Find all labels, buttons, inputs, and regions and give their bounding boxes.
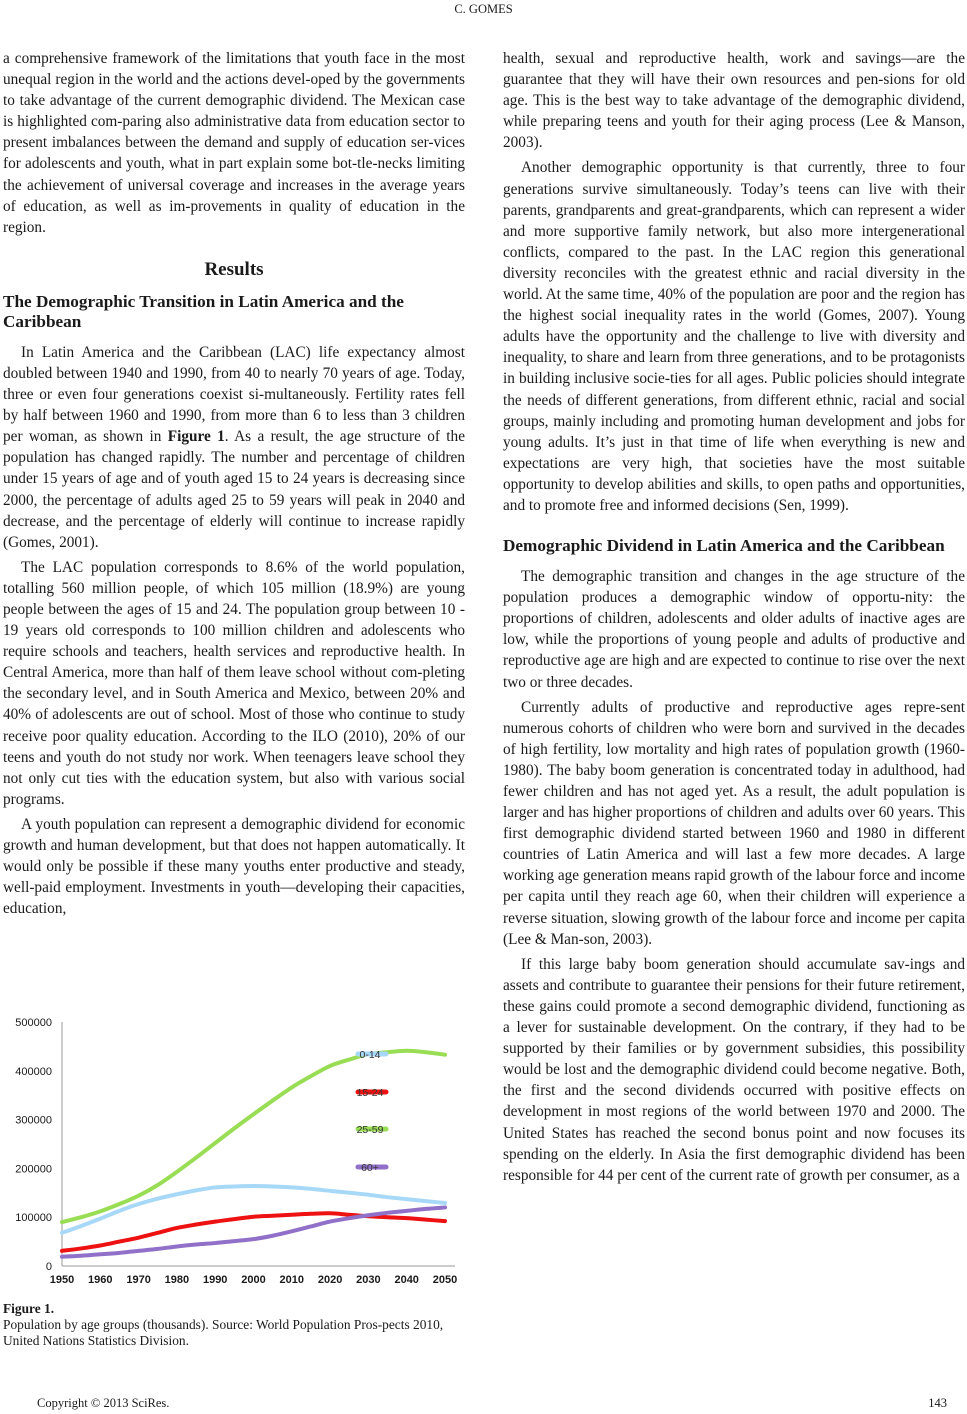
x-tick-label: 2040 xyxy=(394,1274,419,1286)
figure-reference-link[interactable]: Figure 1 xyxy=(167,428,225,446)
running-title: C. GOMES xyxy=(454,2,513,16)
paragraph-window-opportunity: The demographic transition and changes in the age structure of the population produces a demographic window of opportu-nity: the proportions of children, adolescents and older adults of inactive ages are low, while the proportions of young people and adults of productive and reproductive age are high and are expected to continue to rise over the next two or three decades. xyxy=(503,568,965,691)
paragraph-continuation: health, sexual and reproductive health, work and savings—are the guarantee that they will have their own resources and pen-sions for old age. This is the best way to take advantage of the demographic dividend, while preparing teens and youth for their aging process (Lee & Manson, 2003). xyxy=(503,50,965,152)
x-tick-label: 1960 xyxy=(88,1274,113,1286)
legend-label: 60+ xyxy=(361,1162,379,1174)
paragraph-generations: Another demographic opportunity is that currently, three to four generations survive simultaneously. Today’s teens can live with their parents, grandparents and great-grandparents, which can represent a wider and more supportive family network, but also more intergenerational conflicts, compared to the past. In the LAC region this generational diversity reconciles with the greatest ethnic and racial diversity in the world. At the same time, 40% of the population are poor and the region has the highest social inequality rates in the world (Gomes, 2007). Young adults have the opportunity and the challenge to live with diversity and inequality, to share and learn from three generations, and to be protagonists in building inclusive socie-ties for all ages. Public policies should integrate the needs of different generations, from different ethnic, racial and social groups, mainly including and promoting human development and jobs for young adults. It’s just in that time of life when everything is new and expectations are very high, that societies have the most suitable opportunity to develop abilities and skills, to open paths and opportunities, and to promote free and informed decisions (Sen, 1999). xyxy=(503,159,965,514)
paragraph-life-expectancy xyxy=(3,342,465,553)
y-tick-label: 200000 xyxy=(15,1163,52,1176)
x-tick-label: 2050 xyxy=(432,1274,458,1286)
y-tick-label: 400000 xyxy=(15,1065,52,1078)
section-heading-demographic-dividend: Demographic Dividend in Latin America and the Caribbean xyxy=(503,536,945,556)
legend-label: 25-59 xyxy=(356,1124,384,1136)
paragraph-baby-boom: Currently adults of productive and reproductive ages repre-sent numerous cohorts of children who were born and survived in the decades of high fertility, low mortality and high rates of population growth (1960-1980). The baby boom generation is concentrated today in adulthood, had fewer children and has not aged yet. As a result, the adult population is larger and has higher proportions of children and adults over 60 years. This first demographic dividend started between 1960 and 1980 in different countries of Latin America and will last a few more decades. A large working age generation means rapid growth of the labour force and income per capita until they reach age 60, when their children will experience a reverse situation, slowing growth of the labour force and income per capita (Lee & Man-son, 2003). xyxy=(503,698,965,948)
figure-caption xyxy=(3,1301,463,1349)
series-lines xyxy=(62,1051,445,1257)
x-axis xyxy=(50,1266,457,1286)
y-axis xyxy=(15,1017,62,1273)
x-tick-label: 2000 xyxy=(241,1274,266,1286)
x-tick-label: 1990 xyxy=(202,1274,228,1286)
y-tick-label: 500000 xyxy=(15,1017,52,1029)
figure-1-chart xyxy=(0,1012,464,1292)
line-chart xyxy=(0,1012,464,1292)
x-tick-label: 2020 xyxy=(317,1274,343,1286)
x-tick-label: 2010 xyxy=(279,1274,305,1286)
footer-copyright: Copyright © 2013 SciRes. xyxy=(37,1396,170,1410)
paragraph-youth-dividend: A youth population can represent a demographic dividend for economic growth and human development, but that does not happen automatically. It would only be possible if these many youths enter productive and steady, well-paid employment. Investments in youth—developing their capacities, education, xyxy=(3,815,465,918)
section-heading-demographic-transition: The Demographic Transition in Latin America and the Caribbean xyxy=(3,291,404,331)
left-column xyxy=(3,48,465,919)
figure-caption-label: Figure 1. xyxy=(3,1301,55,1316)
y-tick-label: 300000 xyxy=(15,1114,52,1127)
legend-label: 0-14 xyxy=(359,1049,381,1061)
y-tick-label: 100000 xyxy=(15,1212,52,1225)
x-tick-label: 1970 xyxy=(126,1274,151,1286)
paragraph-text: . As a result, the age structure of the population has changed rapidly. The number and percentage of children under 15 years of age and of youth aged 15 to 24 years is decreasing since 2000, the percentage of adults aged 25 to 59 years will peak in 2040 and decrease, and the percentage of elderly will continue to increase rapidly (Gomes, 2001). xyxy=(3,428,465,551)
results-heading: Results xyxy=(204,258,264,280)
intro-paragraph: a comprehensive framework of the limitations that youth face in the most unequal region in the world and the actions devel-oped by the governments to take advantage of the current demographic dividend. The Mexican case is highlighted com-paring also administrative data from education sector to present imbalances between the demand and supply of education ser-vices for adolescents and youth, what in part explain some bot-tle-necks limiting the achievement of universal coverage and increases in the average years of education, as well as im-provements in quality of education in the region. xyxy=(3,50,465,236)
series-line-15-24 xyxy=(62,1213,445,1251)
paragraph-text: In Latin America and the Caribbean (LAC) life expectancy almost doubled between 1940 and 1990, from 40 to nearly 70 years of age. Today, three or even four generations coexist si-multaneously. Fertility rates fell by half between 1960 and 1990, from more than 6 to less than 3 children per woman, as shown in xyxy=(3,343,465,446)
legend-label: 15-24 xyxy=(356,1087,384,1099)
paragraph-lac-population: The LAC population corresponds to 8.6% of the world population, totalling 560 million people, of which 105 million (18.9%) are young people between the ages of 15 and 24. The population group between 10 - 19 years old corresponds to 100 million children and adolescents who require schools and teachers, health services and reproductive health. In Central America, more than half of them leave school without com-pleting the secondary level, and in South America and Mexico, between 20% and 40% of adolescents are out of school. Most of those who continue to study receive poor quality education. According to the ILO (2010), 20% of our teens and youth do not study nor work. When teenagers leave school they not only cut ties with the education system, but also with various social programs. xyxy=(3,558,465,808)
y-tick-label: 0 xyxy=(45,1261,52,1273)
x-tick-label: 2030 xyxy=(356,1274,381,1286)
legend xyxy=(357,1049,386,1174)
right-column xyxy=(503,48,965,1186)
paragraph-second-dividend: If this large baby boom generation should accumulate sav-ings and assets and contribute to guarantee their pensions for their future retirement, these gains could promote a second demographic dividend, functioning as a lever for sustainable development. On the contrary, if they had to be supported by their families or by government subsidies, this possibility would be lost and the demographic dividend could become negative. Both, the first and the second dividends occurred with positive effects on development in most regions of the world between 1970 and 2000. The United States has reached the second bonus point and now focuses its spending on the elderly. In Asia the first demographic dividend has been responsible for 44 per cent of the current rate of growth per consumer, as a xyxy=(503,955,965,1184)
series-line-0-14 xyxy=(62,1186,445,1233)
running-header xyxy=(0,0,967,22)
footer-page-number: 143 xyxy=(928,1396,947,1410)
x-tick-label: 1980 xyxy=(164,1274,190,1286)
figure-caption-text: Population by age groups (thousands). Source: World Population Pros-pects 2010, United Nations Statistics Division. xyxy=(3,1317,444,1348)
x-tick-label: 1950 xyxy=(49,1274,75,1286)
